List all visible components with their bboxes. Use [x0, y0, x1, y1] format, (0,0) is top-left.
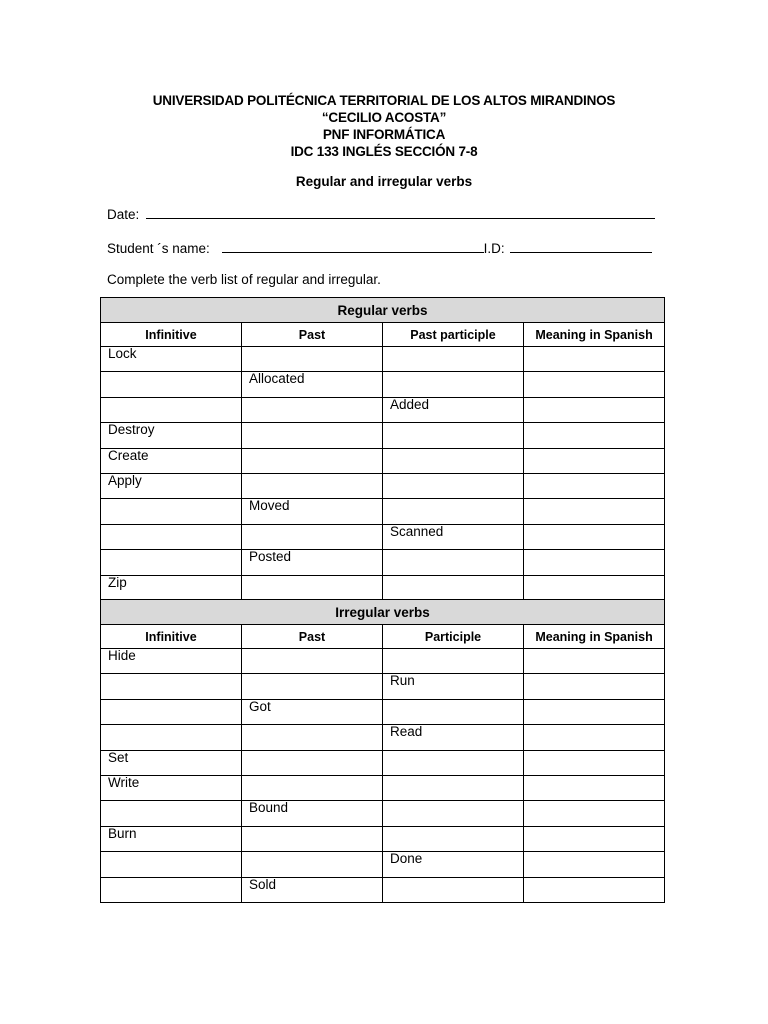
irregular-verbs-table — [100, 599, 665, 903]
irregular-blank-cell[interactable] — [524, 699, 665, 724]
regular-blank-cell[interactable] — [242, 524, 383, 549]
irregular-blank-cell[interactable] — [242, 852, 383, 877]
irregular-row — [101, 801, 665, 826]
regular-blank-cell[interactable] — [524, 372, 665, 397]
irregular-blank-cell[interactable] — [524, 852, 665, 877]
irregular-row — [101, 775, 665, 800]
irregular-blank-cell[interactable] — [524, 649, 665, 674]
id-blank[interactable] — [510, 240, 652, 253]
irregular-blank-cell[interactable] — [524, 826, 665, 851]
regular-blank-cell[interactable] — [383, 347, 524, 372]
regular-blank-cell[interactable] — [242, 473, 383, 498]
irregular-blank-cell[interactable] — [101, 725, 242, 750]
regular-blank-cell[interactable] — [383, 473, 524, 498]
irregular-blank-cell[interactable] — [383, 750, 524, 775]
irregular-blank-cell[interactable] — [524, 674, 665, 699]
regular-blank-cell[interactable] — [524, 347, 665, 372]
regular-column-header: Infinitive — [101, 323, 242, 347]
irregular-section-title: Irregular verbs — [101, 600, 665, 625]
regular-blank-cell[interactable] — [383, 575, 524, 600]
irregular-blank-cell[interactable] — [242, 649, 383, 674]
regular-blank-cell[interactable] — [383, 372, 524, 397]
irregular-row — [101, 725, 665, 750]
date-label: Date: — [107, 207, 140, 222]
regular-blank-cell[interactable] — [101, 524, 242, 549]
regular-blank-cell[interactable] — [101, 397, 242, 422]
irregular-blank-cell[interactable] — [101, 674, 242, 699]
regular-verb-cell: Added — [383, 397, 524, 422]
irregular-row — [101, 649, 665, 674]
regular-verb-cell: Destroy — [101, 423, 242, 448]
irregular-column-header: Infinitive — [101, 625, 242, 649]
irregular-verb-cell: Done — [383, 852, 524, 877]
regular-blank-cell[interactable] — [524, 397, 665, 422]
regular-blank-cell[interactable] — [524, 575, 665, 600]
irregular-blank-cell[interactable] — [383, 826, 524, 851]
irregular-blank-cell[interactable] — [383, 877, 524, 902]
regular-row — [101, 550, 665, 575]
irregular-blank-cell[interactable] — [524, 750, 665, 775]
regular-verb-cell: Apply — [101, 473, 242, 498]
regular-blank-cell[interactable] — [524, 550, 665, 575]
regular-verb-cell: Scanned — [383, 524, 524, 549]
irregular-row — [101, 699, 665, 724]
regular-row — [101, 499, 665, 524]
date-blank[interactable] — [146, 206, 655, 219]
irregular-verb-cell: Run — [383, 674, 524, 699]
worksheet-title: Regular and irregular verbs — [295, 174, 473, 189]
irregular-blank-cell[interactable] — [524, 877, 665, 902]
irregular-row — [101, 674, 665, 699]
irregular-blank-cell[interactable] — [242, 750, 383, 775]
irregular-blank-cell[interactable] — [524, 775, 665, 800]
regular-row — [101, 473, 665, 498]
regular-row — [101, 448, 665, 473]
regular-column-header: Past — [242, 323, 383, 347]
regular-column-header: Meaning in Spanish — [524, 323, 665, 347]
regular-blank-cell[interactable] — [524, 448, 665, 473]
id-label: I.D: — [483, 241, 505, 256]
irregular-column-header: Meaning in Spanish — [524, 625, 665, 649]
regular-verb-cell: Allocated — [242, 372, 383, 397]
irregular-blank-cell[interactable] — [242, 826, 383, 851]
student-name-blank[interactable] — [222, 240, 484, 253]
irregular-blank-cell[interactable] — [242, 725, 383, 750]
irregular-blank-cell[interactable] — [101, 877, 242, 902]
irregular-verb-cell: Hide — [101, 649, 242, 674]
regular-blank-cell[interactable] — [524, 499, 665, 524]
regular-blank-cell[interactable] — [383, 499, 524, 524]
irregular-blank-cell[interactable] — [524, 725, 665, 750]
irregular-blank-cell[interactable] — [101, 852, 242, 877]
irregular-verb-cell: Got — [242, 699, 383, 724]
irregular-row — [101, 877, 665, 902]
irregular-row — [101, 826, 665, 851]
student-name-label: Student ´s name: — [107, 241, 210, 256]
regular-row — [101, 423, 665, 448]
document-header — [0, 92, 768, 160]
regular-verb-cell: Zip — [101, 575, 242, 600]
regular-column-header: Past participle — [383, 323, 524, 347]
irregular-verb-cell: Bound — [242, 801, 383, 826]
regular-verb-cell: Lock — [101, 347, 242, 372]
institution-name: “CECILIO ACOSTA” — [321, 110, 447, 125]
irregular-verb-cell: Sold — [242, 877, 383, 902]
irregular-blank-cell[interactable] — [101, 699, 242, 724]
university-name: UNIVERSIDAD POLITÉCNICA TERRITORIAL DE LOS ALTOS MIRANDINOS — [152, 93, 616, 108]
regular-blank-cell[interactable] — [242, 448, 383, 473]
regular-section-title: Regular verbs — [101, 298, 665, 323]
regular-blank-cell[interactable] — [242, 423, 383, 448]
irregular-verb-cell: Read — [383, 725, 524, 750]
regular-blank-cell[interactable] — [242, 397, 383, 422]
regular-blank-cell[interactable] — [242, 575, 383, 600]
irregular-column-header: Past — [242, 625, 383, 649]
regular-verb-cell: Create — [101, 448, 242, 473]
irregular-column-header: Participle — [383, 625, 524, 649]
date-row — [107, 206, 655, 222]
regular-blank-cell[interactable] — [524, 524, 665, 549]
regular-blank-cell[interactable] — [524, 423, 665, 448]
regular-row — [101, 524, 665, 549]
program-name: PNF INFORMÁTICA — [322, 127, 446, 142]
irregular-blank-cell[interactable] — [383, 649, 524, 674]
irregular-verb-cell: Write — [101, 775, 242, 800]
regular-blank-cell[interactable] — [383, 423, 524, 448]
regular-blank-cell[interactable] — [101, 372, 242, 397]
course-section: IDC 133 INGLÉS SECCIÓN 7-8 — [290, 144, 478, 159]
irregular-blank-cell[interactable] — [383, 775, 524, 800]
regular-row — [101, 372, 665, 397]
student-row — [107, 240, 652, 256]
irregular-blank-cell[interactable] — [242, 674, 383, 699]
regular-verbs-table — [100, 297, 665, 601]
irregular-blank-cell[interactable] — [524, 801, 665, 826]
regular-blank-cell[interactable] — [101, 550, 242, 575]
irregular-row — [101, 750, 665, 775]
irregular-blank-cell[interactable] — [242, 775, 383, 800]
instruction-text: Complete the verb list of regular and irregular. — [107, 272, 381, 287]
irregular-blank-cell[interactable] — [383, 699, 524, 724]
regular-blank-cell[interactable] — [101, 499, 242, 524]
regular-verb-cell: Posted — [242, 550, 383, 575]
irregular-row — [101, 852, 665, 877]
regular-row — [101, 397, 665, 422]
regular-blank-cell[interactable] — [383, 448, 524, 473]
irregular-verb-cell: Set — [101, 750, 242, 775]
regular-blank-cell[interactable] — [242, 347, 383, 372]
regular-verb-cell: Moved — [242, 499, 383, 524]
irregular-verb-cell: Burn — [101, 826, 242, 851]
regular-blank-cell[interactable] — [383, 550, 524, 575]
regular-row — [101, 347, 665, 372]
irregular-blank-cell[interactable] — [383, 801, 524, 826]
irregular-blank-cell[interactable] — [101, 801, 242, 826]
regular-blank-cell[interactable] — [524, 473, 665, 498]
regular-row — [101, 575, 665, 600]
